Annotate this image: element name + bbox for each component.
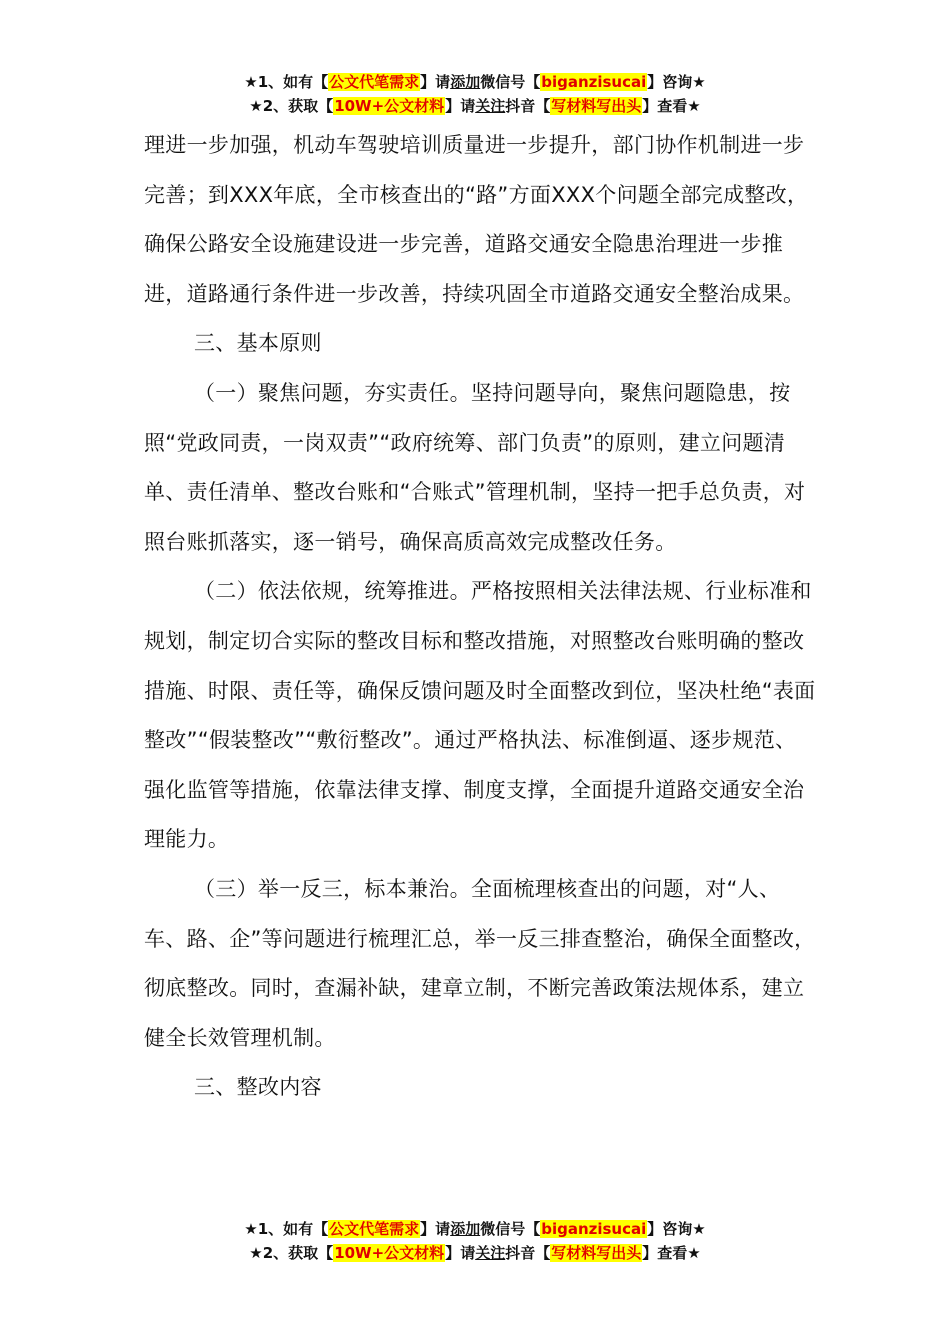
banner-text: 抖音【 (505, 1244, 551, 1262)
paragraph-principle-1: （一）聚焦问题，夯实责任。坚持问题导向，聚焦问题隐患，按照“党政同责，一岗双责”“政府统筹、部门负责”的原则，建立问题清单、责任清单、整改台账和“合账式”管理机制，坚持一把手总负责，对照台账抓落实，逐一销号，确保高质高效完成整改任务。 (144, 380, 806, 554)
banner-text: ★2、获取【 (249, 97, 334, 115)
banner-text: 微信号【 (480, 73, 541, 91)
banner-highlight: 10W+公文材料 (334, 97, 445, 115)
banner-text: 】请 (420, 1220, 451, 1238)
banner-underline: 关注 (475, 1244, 506, 1262)
banner-highlight: 公文代笔需求 (329, 73, 420, 91)
banner-underline: 添加 (450, 1220, 481, 1238)
paragraph-goal-continued: 理进一步加强，机动车驾驶培训质量进一步提升，部门协作机制进一步完善；到XXX年底，全市核查出的“路”方面XXX个问题全部完成整改，确保公路安全设施建设进一步完善，道路交通安全隐患治理进一步推进，道路通行条件进一步改善，持续巩固全市道路交通安全整治成果。 (144, 133, 809, 306)
banner-highlight: 公文代笔需求 (329, 1220, 420, 1238)
header-banner (0, 70, 950, 118)
banner-highlight: biganzisucai (541, 73, 647, 91)
banner-text: 】请 (445, 97, 476, 115)
banner-text: ★2、获取【 (249, 1244, 334, 1262)
banner-text: 】咨询★ (647, 73, 706, 91)
banner-text: 抖音【 (505, 97, 551, 115)
banner-underline: 关注 (475, 97, 506, 115)
section-heading-principles: 三、基本原则 (194, 331, 322, 356)
document-body (144, 121, 816, 1113)
banner-underline: 添加 (450, 73, 481, 91)
banner-text: 】查看★ (642, 97, 701, 115)
banner-text: 微信号【 (480, 1220, 541, 1238)
banner-line-1 (0, 70, 950, 94)
banner-text: 】咨询★ (647, 1220, 706, 1238)
banner-highlight: 写材料写出头 (551, 1244, 642, 1262)
banner-highlight: 10W+公文材料 (334, 1244, 445, 1262)
banner-line-2 (0, 94, 950, 118)
banner-text: 】请 (420, 73, 451, 91)
paragraph-principle-3: （三）举一反三，标本兼治。全面梳理核查出的问题，对“人、车、路、企”等问题进行梳理汇总，举一反三排查整治，确保全面整改，彻底整改。同时，查漏补缺，建章立制，不断完善政策法规体系，建立健全长效管理机制。 (144, 876, 816, 1050)
footer-banner (0, 1217, 950, 1265)
banner-line-1 (0, 1217, 950, 1241)
banner-highlight: 写材料写出头 (551, 97, 642, 115)
section-heading-content: 三、整改内容 (194, 1075, 322, 1100)
banner-text: ★1、如有【 (244, 73, 329, 91)
banner-line-2 (0, 1241, 950, 1265)
paragraph-principle-2: （二）依法依规，统筹推进。严格按照相关法律法规、行业标准和规划，制定切合实际的整改目标和整改措施，对照整改台账明确的整改措施、时限、责任等，确保反馈问题及时全面整改到位，坚决杜绝“表面整改”“假装整改”“敷衍整改”。通过严格执法、标准倒逼、逐步规范、强化监管等措施，依靠法律支撑、制度支撑，全面提升道路交通安全治理能力。 (144, 579, 816, 852)
banner-text: 】请 (445, 1244, 476, 1262)
banner-highlight: biganzisucai (541, 1220, 647, 1238)
banner-text: 】查看★ (642, 1244, 701, 1262)
banner-text: ★1、如有【 (244, 1220, 329, 1238)
